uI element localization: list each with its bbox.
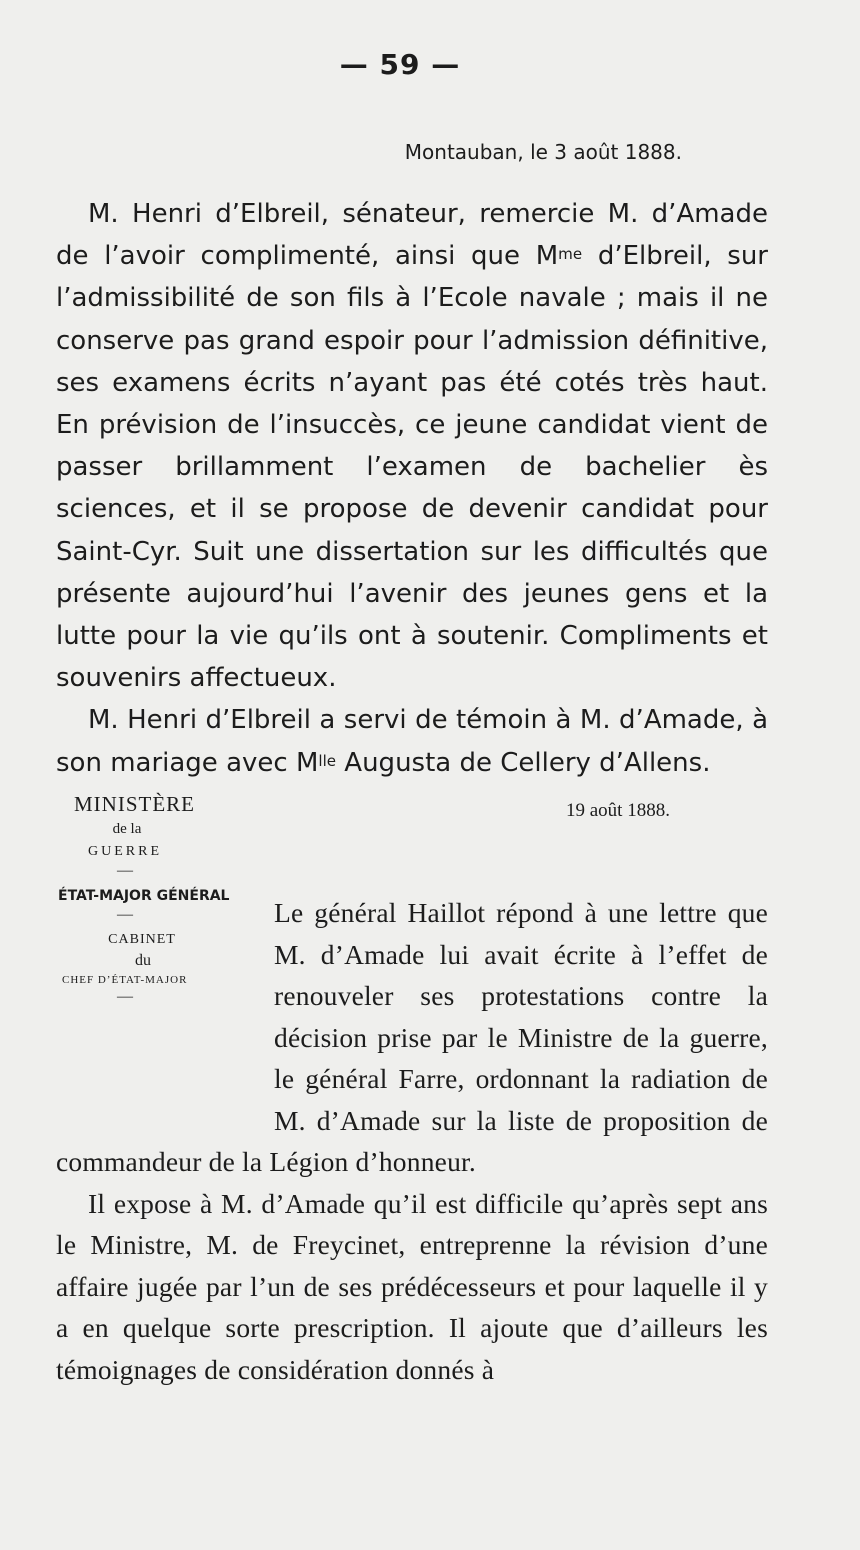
- paragraph-text: M. Henri d’Elbreil a servi de témoin à M. d’Amade, à son mariage avec M: [56, 705, 768, 778]
- paragraph: [56, 699, 768, 783]
- superscript: me: [558, 245, 583, 264]
- paragraph-text: d’Elbreil, sur l’admissibilité de son fils à l’Ecole navale ; mais il ne conserve pas grand espoir pour l’admission définitive, ses examens écrits n’ayant pas été cotés très haut. En prévision de l’insuccès, ce jeune candidat vient de passer brillamment l’examen de bachelier ès sciences, et il se propose de devenir candidat pour Saint-Cyr. Suit une dissertation sur les difficultés que présente aujourd’hui l’avenir des jeunes gens et la lutte pour la vie qu’ils ont à soutenir. Compliments et souvenirs affectueux.: [56, 241, 768, 694]
- chef-label: CHEF D’ÉTAT-MAJOR: [62, 974, 188, 986]
- paragraph: [56, 193, 768, 699]
- ministry-name: MINISTÈRE: [74, 792, 195, 816]
- letter-dateline: Montauban, le 3 août 1888.: [404, 140, 682, 164]
- separator-dash: —: [117, 906, 133, 923]
- superscript: lle: [318, 751, 337, 770]
- paragraph-text: M. Henri d’Elbreil, sénateur, remercie M. d’Amade de l’avoir complimenté, ainsi que M: [56, 199, 768, 272]
- etat-major-label: ÉTAT-MAJOR GÉNÉRAL: [58, 888, 230, 904]
- page-number: — 59 —: [339, 48, 461, 81]
- separator-dash: —: [117, 988, 133, 1005]
- separator-dash: —: [117, 862, 133, 879]
- paragraph-text: Augusta de Cellery d’Allens.: [336, 747, 711, 778]
- letter-date: 19 août 1888.: [566, 800, 670, 821]
- ministry-guerre: GUERRE: [88, 844, 162, 859]
- paragraph: Il expose à M. d’Amade qu’il est difficile qu’après sept ans le Ministre, M. de Freycinet, entreprenne la révision d’une affaire jugée par l’un de ses prédécesseurs et pour laquelle il y a en quelque sorte prescription. Il ajoute que d’ailleurs les témoignages de considération donnés à: [56, 1187, 768, 1385]
- ministry-de-la: de la: [112, 821, 142, 837]
- cabinet-du: du: [135, 952, 151, 969]
- letter-summary-1: [56, 193, 768, 784]
- letter-summary-2: [56, 892, 768, 1390]
- sidebar-spacer: [56, 892, 274, 1100]
- paragraph: Le général Haillot répond à une lettre que M. d’Amade lui avait écrite à l’effet de renouveler ses protestations contre la décision prise par le Ministre de la guerre, le général Farre, ordonnant la radiation de M. d’Amade sur la liste de proposition de commandeur de la Légion d’honneur.: [56, 897, 768, 1177]
- cabinet-label: CABINET: [108, 932, 176, 947]
